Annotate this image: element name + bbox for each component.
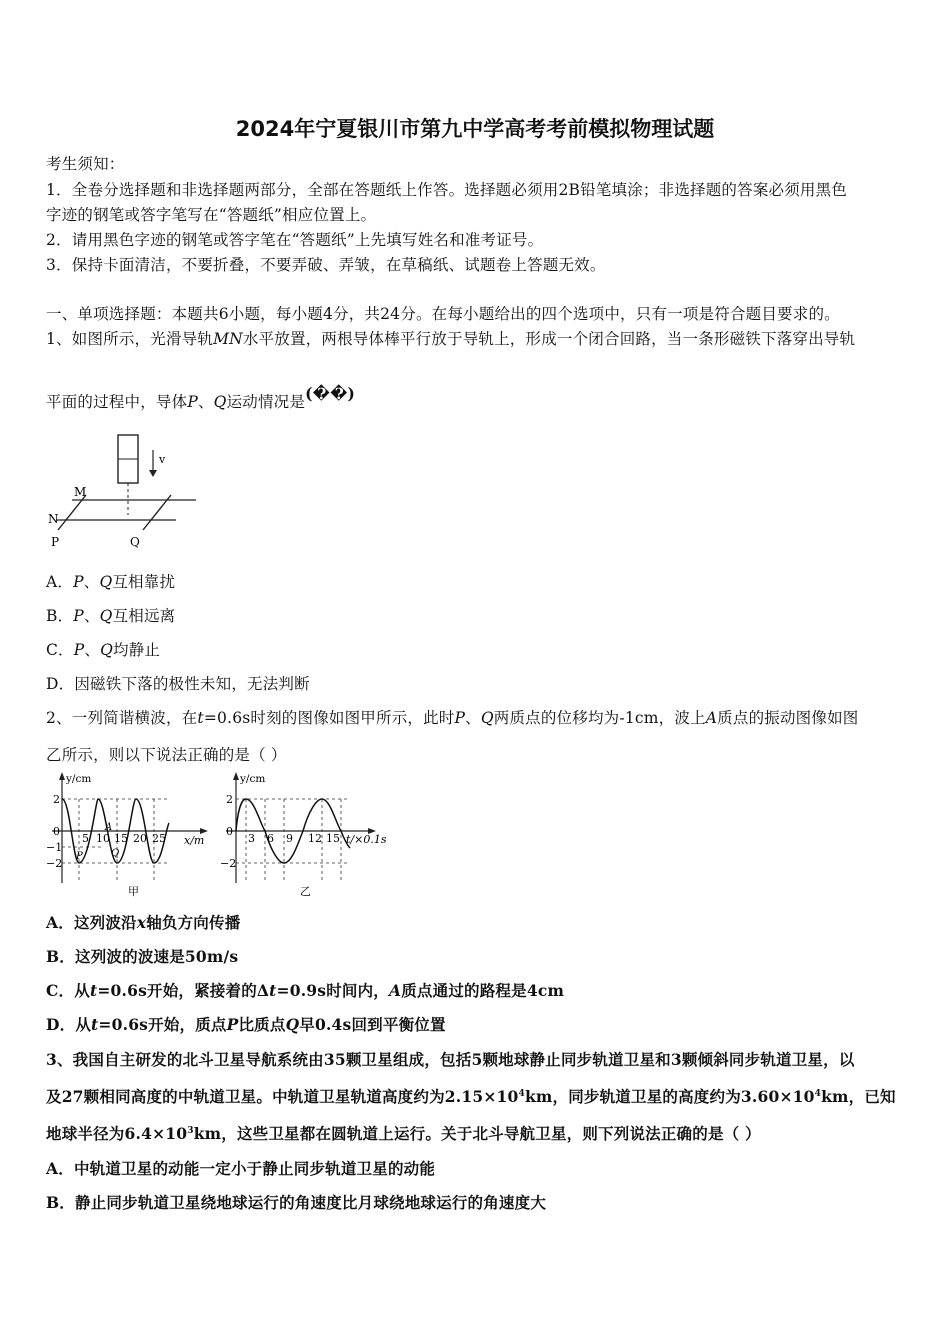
yi-xtick-6: 6: [267, 832, 274, 845]
notice-item-1-cont: 字迹的钢笔或答字笔写在“答题纸”相应位置上。: [46, 206, 377, 224]
q2-option-a: A．这列波沿x轴负方向传播: [46, 913, 241, 932]
q1-stem-line1: 1、如图所示，光滑导轨MN水平放置，两根导体棒平行放于导轨上，形成一个闭合回路，当一条形磁铁下落穿出导轨: [46, 330, 856, 348]
jia-ylabel: y/cm: [66, 773, 92, 785]
yi-xtick-9: 9: [286, 832, 293, 845]
v-label: v: [159, 453, 166, 466]
label-p: P: [51, 535, 60, 549]
q1-option-a: A．P、Q互相靠扰: [46, 573, 176, 591]
yi-ytick-0: 0: [226, 825, 233, 838]
jia-point-q: Q: [111, 848, 120, 859]
q2-option-b: B．这列波的波速是50m/s: [46, 947, 239, 966]
q1-option-d: D．因磁铁下落的极性未知，无法判断: [46, 675, 310, 693]
label-n: N: [48, 512, 59, 526]
notice-item-1: 1．全卷分选择题和非选择题两部分，全部在答题纸上作答。选择题必须用2B铅笔填涂；非选择题的答案必须用黑色: [46, 181, 848, 199]
jia-xtick-5: 5: [82, 832, 89, 845]
jia-ytick-0: 0: [53, 825, 60, 838]
jia-ytick-m2: −2: [46, 857, 63, 870]
page-title: 2024年宁夏银川市第九中学高考考前模拟物理试题: [235, 117, 715, 141]
label-q: Q: [130, 535, 140, 549]
notice-heading: 考生须知：: [46, 155, 125, 173]
jia-xtick-15: 15: [114, 832, 128, 845]
q1-stem-line2: 平面的过程中，导体P、Q运动情况是(��): [46, 384, 356, 411]
yi-ylabel: y/cm: [240, 773, 266, 785]
jia-xtick-25: 25: [152, 832, 166, 845]
q1-option-b: B．P、Q互相远离: [46, 607, 176, 625]
q3-stem-line3: 地球半径为$6.4\times 10^3km$，这些卫星都在圆轨道上运行。关于北斗导航卫星，则下列说法正确的是（ ）: [46, 1124, 761, 1143]
jia-ytick-m1: −1: [46, 841, 63, 854]
q2-graph-jia: [44, 768, 214, 900]
jia-point-p: P: [76, 851, 83, 862]
jia-xtick-10: 10: [96, 832, 110, 845]
q3-stem-line2: 及27颗相同高度的中轨道卫星。中轨道卫星轨道高度约为$2.15\times 10^4km$，同步轨道卫星的高度约为$3.60\times 10^4km$，已知: [46, 1087, 896, 1106]
q2-option-d: D．从t=0.6s开始，质点P比质点Q早0.4s回到平衡位置: [46, 1015, 446, 1034]
yi-xtick-15: 15: [326, 832, 340, 845]
yi-ytick-m2: −2: [220, 857, 237, 870]
q2-option-c: C．从t=0.6s开始，紧接着的Δt=0.9s时间内，A质点通过的路程是4cm: [46, 981, 565, 1000]
jia-xlabel: x/m: [184, 834, 205, 847]
jia-xtick-20: 20: [133, 832, 147, 845]
label-m: M: [74, 485, 87, 499]
jia-caption: 甲: [128, 885, 139, 898]
yi-xlabel: t/×0.1s: [346, 833, 387, 846]
q3-option-b: B．静止同步轨道卫星绕地球运行的角速度比月球绕地球运行的角速度大: [46, 1193, 547, 1212]
yi-xtick-3: 3: [248, 832, 255, 845]
notice-item-2: 2．请用黑色字迹的钢笔或答字笔在“答题纸”上先填写姓名和准考证号。: [46, 231, 544, 249]
q1-option-c: C．P、Q均静止: [46, 641, 161, 659]
q3-option-a: A．中轨道卫星的动能一定小于静止同步轨道卫星的动能: [46, 1159, 436, 1178]
jia-ytick-2: 2: [53, 793, 60, 806]
q3-stem-line1: 3、我国自主研发的北斗卫星导航系统由35颗卫星组成，包括5颗地球静止同步轨道卫星和3颗倾斜同步轨道卫星，以: [46, 1050, 855, 1069]
yi-caption: 乙: [300, 885, 311, 898]
notice-item-3: 3．保持卡面清洁，不要折叠，不要弄破、弄皱，在草稿纸、试题卷上答题无效。: [46, 256, 606, 274]
yi-xtick-12: 12: [308, 832, 322, 845]
section-heading: 一、单项选择题：本题共6小题，每小题4分，共24分。在每小题给出的四个选项中，只有一项是符合题目要求的。: [46, 305, 840, 323]
q2-graph-yi: [222, 768, 402, 900]
q1-figure: [46, 430, 206, 555]
q2-stem-line1: 2、一列简谐横波，在t=0.6s时刻的图像如图甲所示，此时P、Q两质点的位移均为-1cm，波上A质点的振动图像如图: [46, 709, 859, 727]
jia-point-a: A: [105, 822, 113, 833]
yi-ytick-2: 2: [226, 793, 233, 806]
q2-stem-line2: 乙所示，则以下说法正确的是（ ）: [46, 746, 287, 764]
